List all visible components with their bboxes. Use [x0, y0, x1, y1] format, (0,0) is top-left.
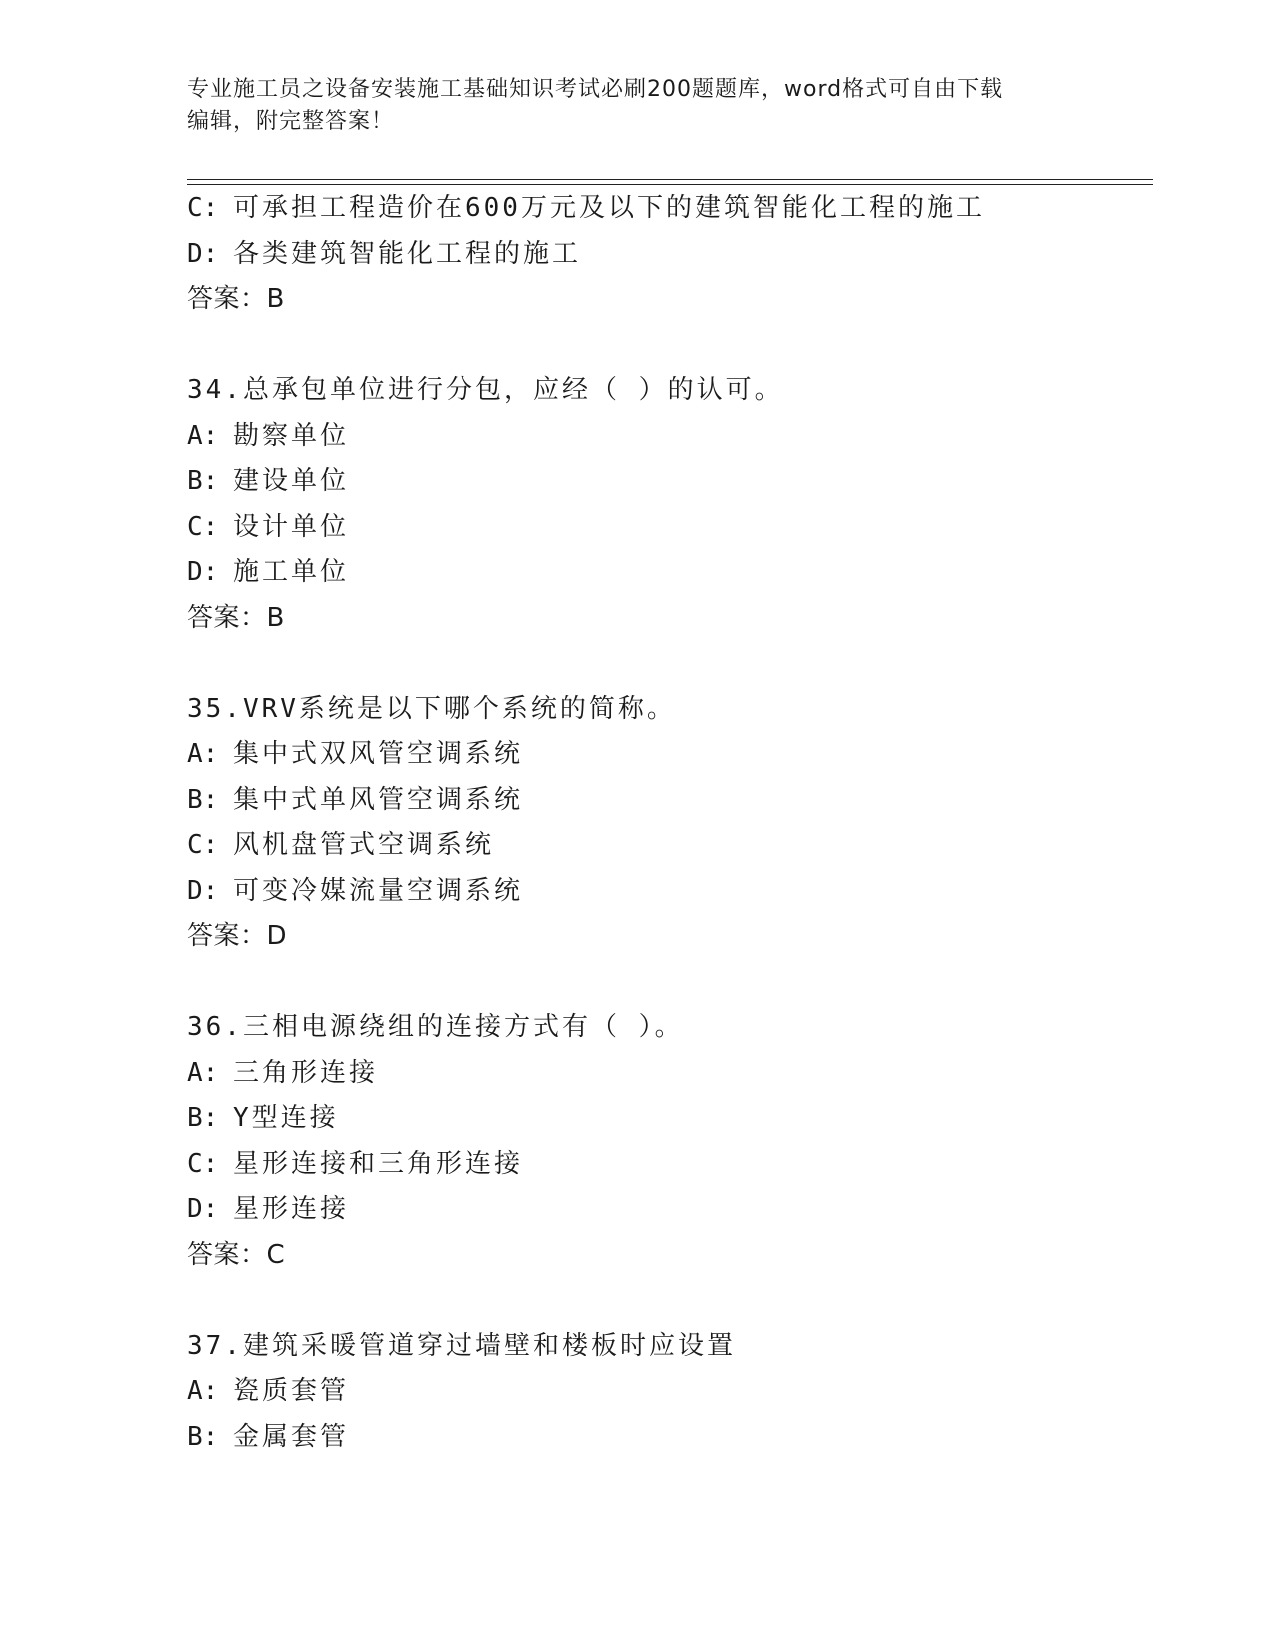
option-text: 设计单位 [233, 511, 350, 542]
question-37 [187, 1324, 1153, 1461]
option-text: 可承担工程造价在600万元及以下的建筑智能化工程的施工 [233, 193, 985, 223]
option-text: 三角形连接 [233, 1057, 379, 1088]
option-a [187, 732, 1153, 778]
option-b [187, 459, 1153, 505]
answer: 答案：D [187, 921, 288, 951]
option-letter: B: [187, 1103, 219, 1133]
option-letter: C: [187, 830, 219, 860]
document-header [187, 74, 1067, 138]
answer: 答案：C [187, 1239, 286, 1270]
header-divider-bottom [187, 184, 1153, 185]
option-text: 建设单位 [233, 466, 350, 496]
option-b [187, 1415, 1153, 1461]
option-letter: D: [187, 238, 219, 269]
answer: 答案：B [187, 284, 285, 314]
option-d [187, 869, 1153, 915]
option-text: 施工单位 [233, 557, 350, 587]
option-text: 集中式双风管空调系统 [233, 739, 524, 769]
option-text: Y型连接 [233, 1103, 339, 1133]
question-list [187, 186, 1153, 1460]
option-letter: D: [187, 557, 219, 587]
header-line-2: 编辑，附完整答案！ [187, 109, 395, 134]
spacer [187, 1278, 1153, 1324]
question-34 [187, 368, 1153, 641]
option-b [187, 1096, 1153, 1142]
spacer [187, 641, 1153, 687]
question-36 [187, 1005, 1153, 1278]
spacer [187, 323, 1153, 369]
question-stem: 37.建筑采暖管道穿过墙壁和楼板时应设置 [187, 1330, 736, 1361]
option-text: 瓷质套管 [233, 1376, 350, 1406]
option-letter: C: [187, 511, 219, 542]
option-letter: C: [187, 1148, 219, 1179]
option-text: 金属套管 [233, 1421, 350, 1452]
option-letter: B: [187, 466, 219, 496]
header-line-1: 专业施工员之设备安装施工基础知识考试必刷200题题库，word格式可自由下载 [187, 77, 1004, 102]
option-text: 可变冷媒流量空调系统 [233, 875, 524, 906]
option-letter: A: [187, 1376, 219, 1406]
answer: 答案：B [187, 602, 285, 633]
option-a [187, 1051, 1153, 1097]
option-text: 星形连接 [233, 1194, 350, 1224]
option-letter: B: [187, 1421, 219, 1452]
option-text: 勘察单位 [233, 420, 350, 451]
option-text: 星形连接和三角形连接 [233, 1148, 524, 1179]
option-letter: A: [187, 1057, 219, 1088]
question-stem: 34.总承包单位进行分包，应经（ ）的认可。 [187, 375, 784, 405]
option-letter: B: [187, 784, 219, 815]
spacer [187, 960, 1153, 1006]
option-letter: D: [187, 875, 219, 906]
option-d [187, 550, 1153, 596]
option-c [187, 1142, 1153, 1188]
header-divider-top [187, 179, 1153, 180]
option-text: 各类建筑智能化工程的施工 [233, 238, 582, 269]
option-text: 风机盘管式空调系统 [233, 830, 495, 860]
option-d [187, 232, 1153, 278]
option-text: 集中式单风管空调系统 [233, 784, 524, 815]
option-letter: C: [187, 193, 219, 223]
option-letter: A: [187, 739, 219, 769]
question-33-continued [187, 186, 1153, 323]
option-d [187, 1187, 1153, 1233]
option-a [187, 414, 1153, 460]
option-c [187, 186, 1153, 232]
question-35 [187, 687, 1153, 960]
option-c [187, 823, 1153, 869]
question-stem: 35.VRV系统是以下哪个系统的简称。 [187, 693, 676, 724]
option-c [187, 505, 1153, 551]
option-letter: A: [187, 420, 219, 451]
option-letter: D: [187, 1194, 219, 1224]
option-a [187, 1369, 1153, 1415]
option-b [187, 778, 1153, 824]
question-stem: 36.三相电源绕组的连接方式有（ ）。 [187, 1012, 684, 1042]
